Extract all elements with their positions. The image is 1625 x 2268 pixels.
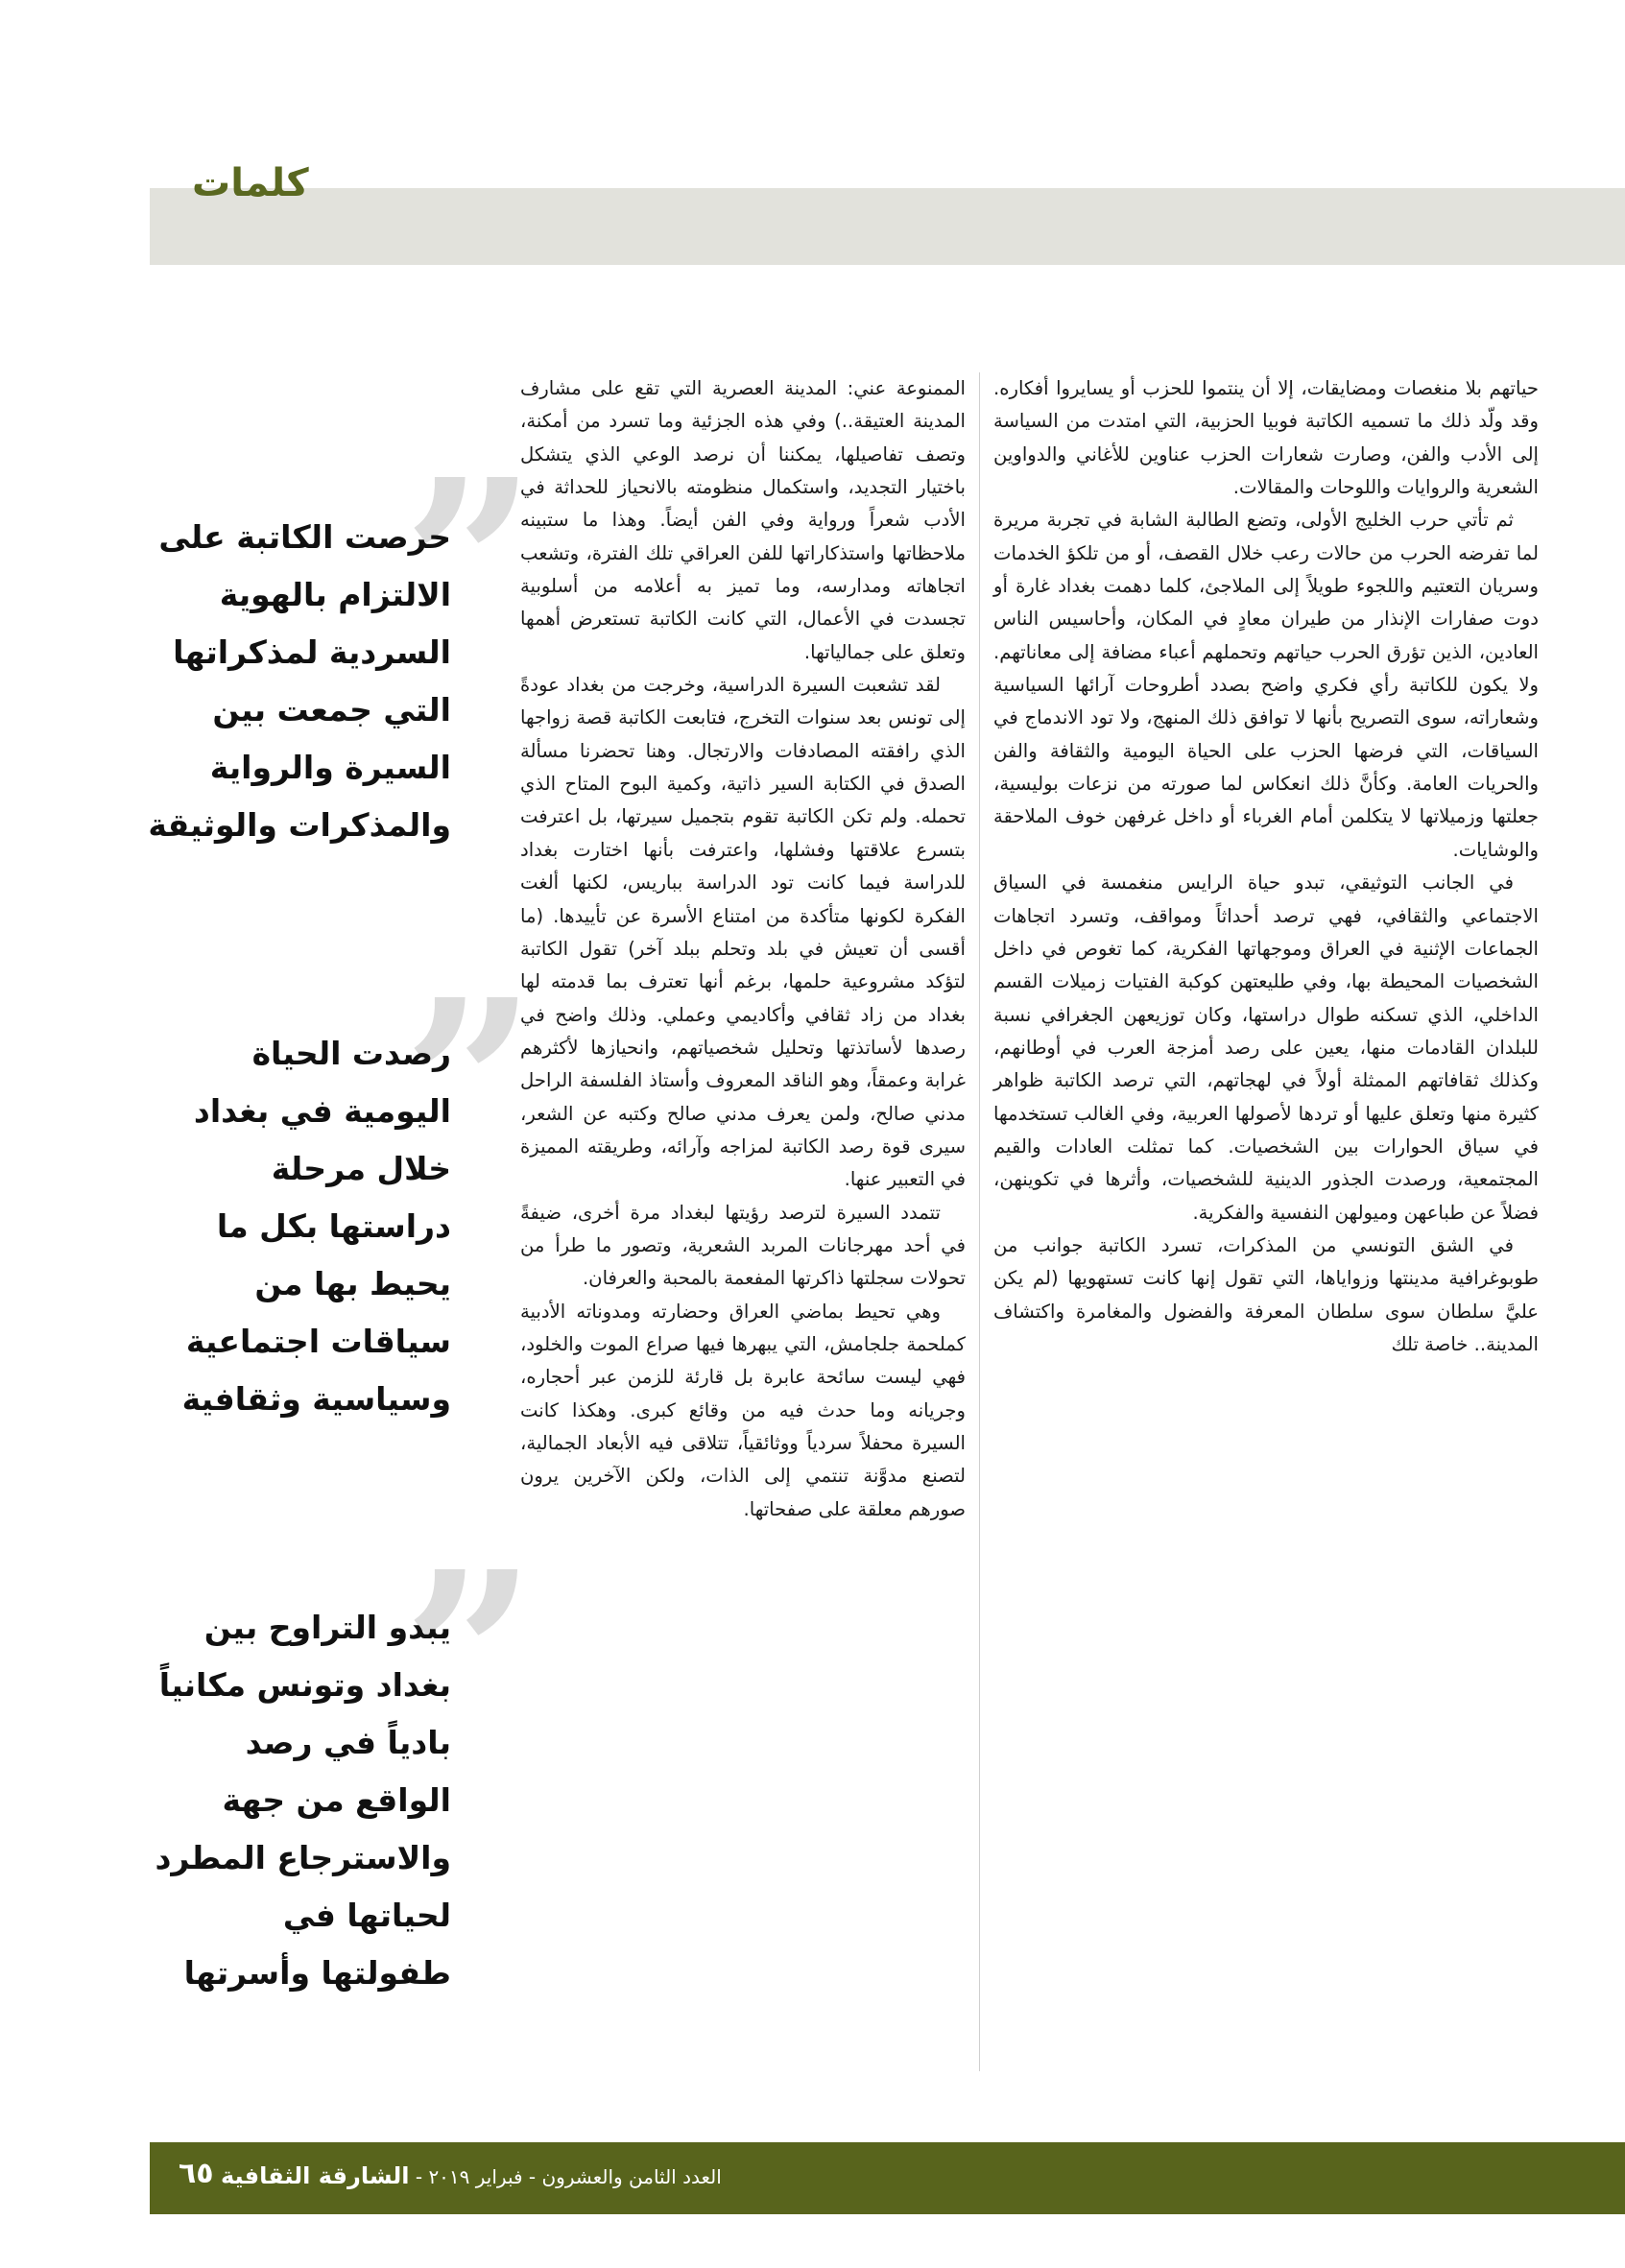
quote-mark-icon: ” <box>403 949 537 1220</box>
footer-brand: الشارقة الثقافية <box>221 2162 410 2189</box>
paragraph: تتمدد السيرة لترصد رؤيتها لبغداد مرة أخرى، ضيفةً في أحد مهرجانات المربد الشعرية، وتصور ما طرأ من تحولات سجلتها ذاكرتها المفعمة بالمحبة والعرفان. <box>520 1201 966 1290</box>
pull-quote-2: رصدت الحياة اليومية في بغداد خلال مرحلة دراستها بكل ما يحيط بها من سياقات اجتماعية وسياسية وثقافية <box>181 1035 451 1418</box>
quote-mark-icon: ” <box>403 429 537 700</box>
footer-issue-line <box>221 2162 722 2189</box>
paragraph: لقد تشعبت السيرة الدراسية، وخرجت من بغداد عودةً إلى تونس بعد سنوات التخرج، فتابعت الكاتبة قصة زواجها الذي رافقته المصادفات والارتجال. وهنا تحضرنا مسألة الصدق في الكتابة السير ذاتية، وكمية البوح المتاح الذي تحمله. ولم تكن الكاتبة تقوم بتجميل سيرتها، بل اعترفت بتسرع علاقتها وفشلها، واعترفت بأنها اختارت بغداد للدراسة فيما كانت تود الدراسة بباريس، لكنها ألغت الفكرة لكونها متأكدة من امتناع الأسرة عن تأييدها. (ما أقسى أن تعيش في بلد وتحلم ببلد آخر) تقول الكاتبة لتؤكد مشروعية حلمها، برغم أنها تعترف بما قدمته لها بغداد من زاد ثقافي وأكاديمي وعملي. وذلك واضح في رصدها لأساتذتها وتحليل شخصياتهم، وانحيازها لأكثرهم غرابة وعمقاً، وهو الناقد المعروف وأستاذ الفلسفة الراحل مدني صالح، ولمن يعرف مدني صالح وكتبه عن الشعر، سيرى قوة رصد الكاتبة لمزاجه وآرائه، وطريقته المميزة في التعبير عنها. <box>520 674 966 1191</box>
footer-issue: العدد الثامن والعشرون - فبراير ٢٠١٩ - <box>409 2165 722 2188</box>
paragraph: حياتهم بلا منغصات ومضايقات، إلا أن ينتموا للحزب أو يسايروا أفكاره. وقد ولّد ذلك ما تسميه الكاتبة فوبيا الحزبية، التي امتدت من السياسة إلى الأدب والفن، وصارت شعارات الحزب عناوين للأغاني والدواوين الشعرية والروايات واللوحات والمقالات. <box>993 377 1539 499</box>
article-column-middle <box>520 372 966 1526</box>
pull-quote-1: حرصت الكاتبة على الالتزام بالهوية السردية لمذكراتها التي جمعت بين السيرة والرواية والمذكرات والوثيقة <box>148 518 451 844</box>
page-number: ٦٥ <box>179 2157 214 2190</box>
pull-quote-3: يبدو التراوح بين بغداد وتونس مكانياً بادياً في رصد الواقع من جهة والاسترجاع المطرد لحياتها في طفولتها وأسرتها <box>155 1609 451 1992</box>
paragraph: في الشق التونسي من المذكرات، تسرد الكاتبة جوانب من طوبوغرافية مدينتها وزواياها، التي تقول إنها كانت تستهويها (لم يكن عليَّ سلطان سوى سلطان المعرفة والفضول والمغامرة واكتشاف المدينة.. خاصة تلك <box>993 1233 1539 1355</box>
paragraph: في الجانب التوثيقي، تبدو حياة الرايس منغمسة في السياق الاجتماعي والثقافي، فهي ترصد أحداثاً ومواقف، وتسرد اتجاهات الجماعات الإثنية في العراق وموجهاتها الفكرية، كما تغوص في داخل الشخصيات المحيطة بها، وفي طليعتهن كوكبة الفتيات زميلات القسم الداخلي، الذي تسكنه طوال دراستها، وكان توزيعهن الجغرافي نسبة للبلدان القادمات منها، يعين على رصد أمزجة العرب في أوطانهم، وكذلك ثقافاتهم الممثلة أولاً في لهجاتهم، التي ترصد الكاتبة ظواهر كثيرة منها وتعلق عليها أو تردها لأصولها العربية، وفي الغالب تستخدمها في سياق الحوارات بين الشخصيات. كما تمثلت العادات والقيم المجتمعية، ورصدت الجذور الدينية للشخصيات، وأثرها في تكوينهن، فضلاً عن طباعهن وميولهن النفسية والفكرية. <box>993 871 1539 1224</box>
column-divider <box>979 372 980 2071</box>
paragraph: الممنوعة عني: المدينة العصرية التي تقع على مشارف المدينة العتيقة..) وفي هذه الجزئية وما تسرد من أمكنة، وتصف تفاصيلها، يمكننا أن نرصد الوعي الذي يتشكل باختيار التجديد، واستكمال منظومته بالانحياز للحداثة في الأدب شعراً ورواية وفي الفن أيضاً. وهذا ما ستبينه ملاحظاتها واستذكاراتها للفن العراقي تلك الفترة، وتشعب اتجاهاته ومدارسه، وما تميز به أعلامه من أسلوبية تجسدت في الأعمال، التي كانت الكاتبة تستعرض أهمها وتعلق على جمالياتها. <box>520 377 966 663</box>
quote-mark-icon: ” <box>403 1521 537 1792</box>
paragraph: وهي تحيط بماضي العراق وحضارته ومدوناته الأدبية كملحمة جلجامش، التي يبهرها فيها صراع الموت والخلود، فهي ليست سائحة عابرة بل قارئة للزمن عبر أحجاره، وجريانه وما حدث فيه من وقائع كبرى. وهكذا كانت السيرة محفلاً سردياً ووثائقياً، تتلاقى فيه الأبعاد الجمالية، لتصنع مدوَّنة تنتمي إلى الذات، ولكن الآخرين يرون صورهم معلقة على صفحاتها. <box>520 1300 966 1520</box>
section-header-band <box>150 188 1625 265</box>
article-column-right <box>993 372 1539 1361</box>
section-title: كلمات <box>192 161 309 205</box>
paragraph: ثم تأتي حرب الخليج الأولى، وتضع الطالبة الشابة في تجربة مريرة لما تفرضه الحرب من حالات رعب خلال القصف، أو من تلكؤ الخدمات وسريان التعتيم واللجوء طويلاً إلى الملاجئ، كلما دهمت بغداد غارة أو دوت صفارات الإنذار من طيران معادٍ في المكان، وأحاسيس الناس العادين، الذين تؤرق الحرب حياتهم وتحملهم أعباء مضافة إلى معاناتهم. ولا يكون للكاتبة رأي فكري واضح بصدد أطروحات آرائها السياسية وشعاراته، سوى التصريح بأنها لا توافق ذلك المنهج، ولا تود الاندماج في السياقات، التي فرضها الحزب على الحياة اليومية والثقافة والفن والحريات العامة. وكأنَّ ذلك انعكاس لما صورته من نزعات بوليسية، جعلتها وزميلاتها لا يتكلمن أمام الغرباء أو داخل غرفهن خوف الملاحقة والوشايات. <box>993 509 1539 861</box>
